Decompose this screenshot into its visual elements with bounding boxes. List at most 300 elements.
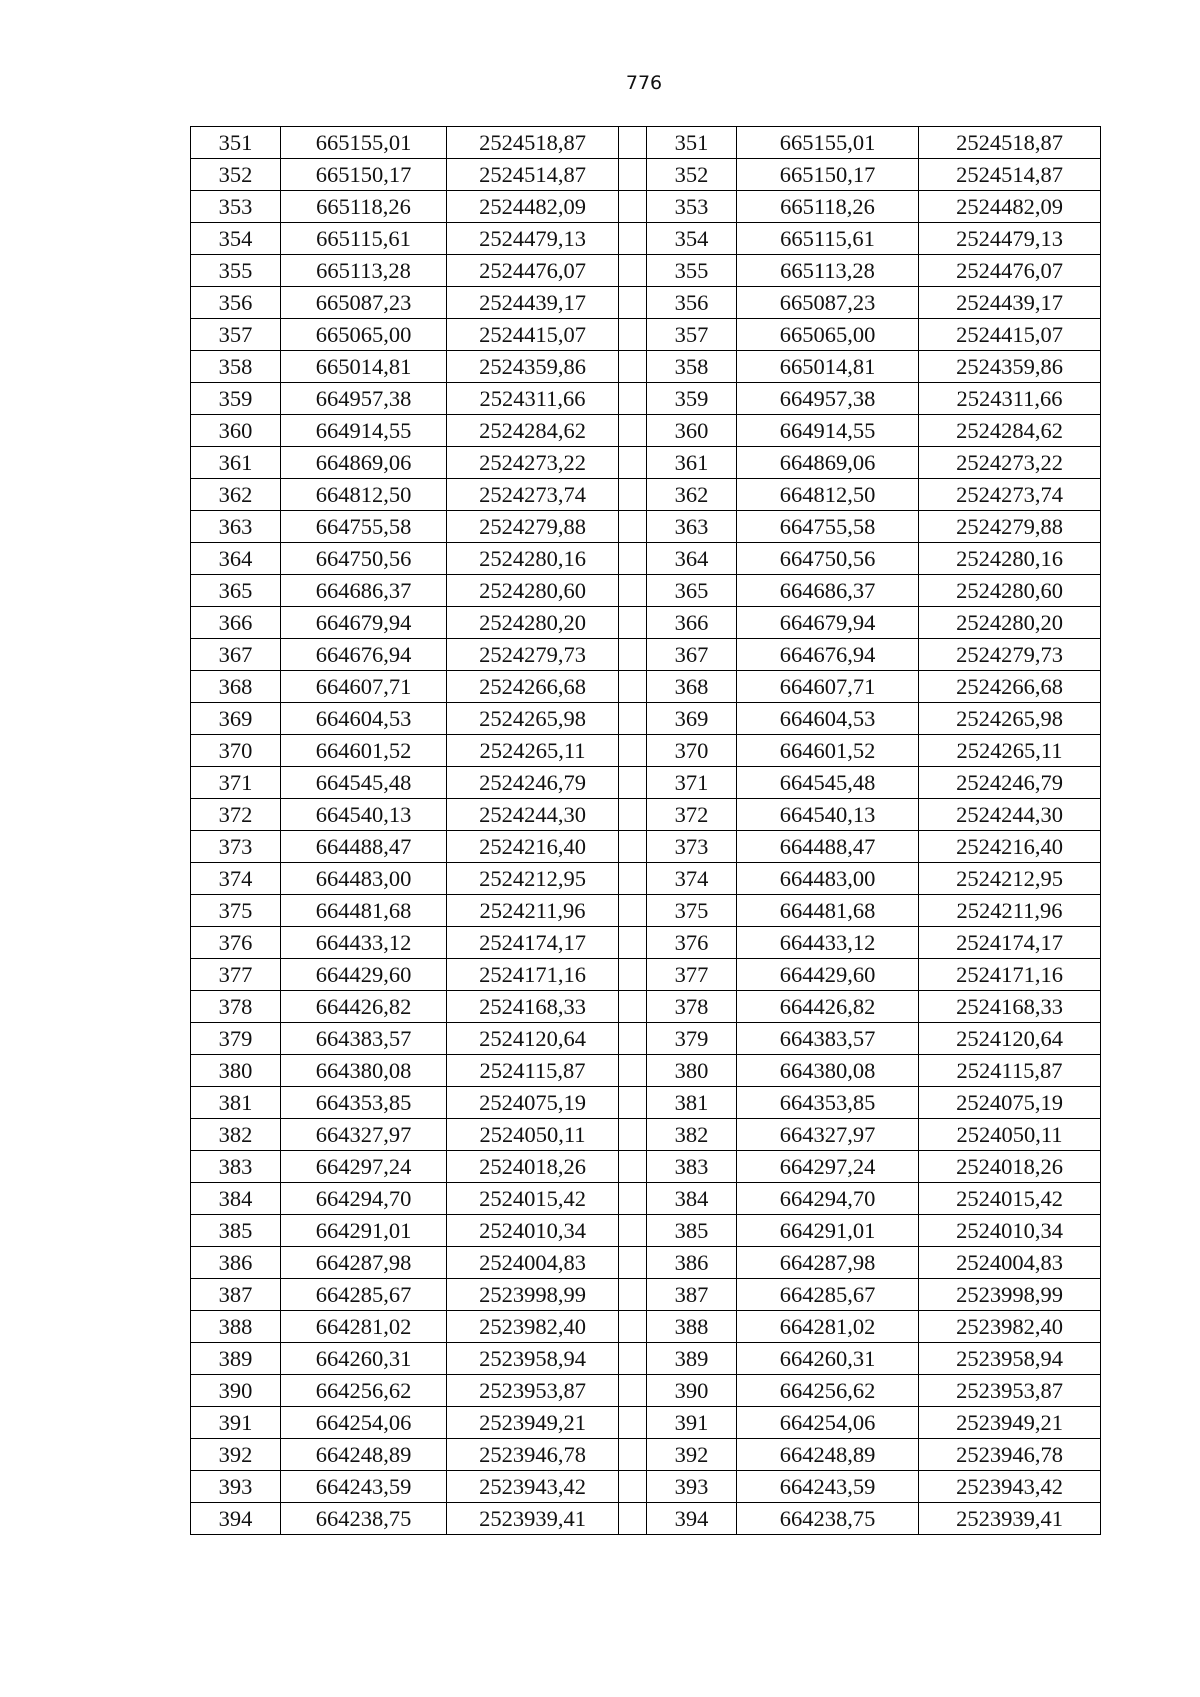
table-row	[191, 575, 1101, 607]
spacer-cell	[619, 607, 647, 639]
point-number-cell: 377	[647, 959, 737, 991]
x-coordinate-cell: 664914,55	[737, 415, 919, 447]
x-coordinate-cell: 664540,13	[281, 799, 447, 831]
spacer-cell	[619, 1343, 647, 1375]
point-number-cell: 368	[647, 671, 737, 703]
point-number-cell: 394	[647, 1503, 737, 1535]
table-row	[191, 671, 1101, 703]
x-coordinate-cell: 664285,67	[281, 1279, 447, 1311]
table-row	[191, 191, 1101, 223]
spacer-cell	[619, 1375, 647, 1407]
x-coordinate-cell: 664285,67	[737, 1279, 919, 1311]
point-number-cell: 388	[647, 1311, 737, 1343]
x-coordinate-cell: 664679,94	[737, 607, 919, 639]
point-number-cell: 379	[647, 1023, 737, 1055]
point-number-cell: 366	[191, 607, 281, 639]
y-coordinate-cell: 2524280,16	[919, 543, 1101, 575]
y-coordinate-cell: 2524279,88	[447, 511, 619, 543]
y-coordinate-cell: 2524050,11	[919, 1119, 1101, 1151]
table-row	[191, 479, 1101, 511]
x-coordinate-cell: 665014,81	[737, 351, 919, 383]
y-coordinate-cell: 2523953,87	[919, 1375, 1101, 1407]
spacer-cell	[619, 1407, 647, 1439]
point-number-cell: 363	[647, 511, 737, 543]
y-coordinate-cell: 2523958,94	[447, 1343, 619, 1375]
point-number-cell: 375	[191, 895, 281, 927]
x-coordinate-cell: 665087,23	[737, 287, 919, 319]
table-row	[191, 415, 1101, 447]
y-coordinate-cell: 2524212,95	[447, 863, 619, 895]
table-row	[191, 863, 1101, 895]
spacer-cell	[619, 735, 647, 767]
y-coordinate-cell: 2523982,40	[919, 1311, 1101, 1343]
x-coordinate-cell: 665150,17	[737, 159, 919, 191]
table-row	[191, 543, 1101, 575]
spacer-cell	[619, 767, 647, 799]
y-coordinate-cell: 2523939,41	[919, 1503, 1101, 1535]
y-coordinate-cell: 2524311,66	[447, 383, 619, 415]
y-coordinate-cell: 2524216,40	[919, 831, 1101, 863]
table-row	[191, 511, 1101, 543]
x-coordinate-cell: 664353,85	[281, 1087, 447, 1119]
table-row	[191, 383, 1101, 415]
x-coordinate-cell: 664380,08	[281, 1055, 447, 1087]
y-coordinate-cell: 2524216,40	[447, 831, 619, 863]
x-coordinate-cell: 664243,59	[737, 1471, 919, 1503]
y-coordinate-cell: 2524174,17	[919, 927, 1101, 959]
spacer-cell	[619, 191, 647, 223]
x-coordinate-cell: 664243,59	[281, 1471, 447, 1503]
x-coordinate-cell: 664607,71	[281, 671, 447, 703]
point-number-cell: 392	[647, 1439, 737, 1471]
point-number-cell: 368	[191, 671, 281, 703]
point-number-cell: 366	[647, 607, 737, 639]
x-coordinate-cell: 664256,62	[737, 1375, 919, 1407]
spacer-cell	[619, 1087, 647, 1119]
x-coordinate-cell: 664604,53	[737, 703, 919, 735]
y-coordinate-cell: 2524212,95	[919, 863, 1101, 895]
point-number-cell: 384	[647, 1183, 737, 1215]
table-row	[191, 959, 1101, 991]
x-coordinate-cell: 665065,00	[281, 319, 447, 351]
x-coordinate-cell: 664426,82	[281, 991, 447, 1023]
point-number-cell: 358	[191, 351, 281, 383]
y-coordinate-cell: 2524018,26	[919, 1151, 1101, 1183]
spacer-cell	[619, 511, 647, 543]
point-number-cell: 351	[191, 127, 281, 159]
x-coordinate-cell: 664294,70	[737, 1183, 919, 1215]
point-number-cell: 352	[647, 159, 737, 191]
spacer-cell	[619, 799, 647, 831]
x-coordinate-cell: 664433,12	[281, 927, 447, 959]
table-row	[191, 287, 1101, 319]
y-coordinate-cell: 2524211,96	[919, 895, 1101, 927]
table-row	[191, 1471, 1101, 1503]
x-coordinate-cell: 664260,31	[737, 1343, 919, 1375]
y-coordinate-cell: 2524171,16	[447, 959, 619, 991]
y-coordinate-cell: 2524010,34	[447, 1215, 619, 1247]
y-coordinate-cell: 2524246,79	[919, 767, 1101, 799]
table-row	[191, 127, 1101, 159]
y-coordinate-cell: 2524115,87	[919, 1055, 1101, 1087]
spacer-cell	[619, 127, 647, 159]
table-row	[191, 1215, 1101, 1247]
spacer-cell	[619, 1023, 647, 1055]
table-row	[191, 351, 1101, 383]
spacer-cell	[619, 1119, 647, 1151]
x-coordinate-cell: 664869,06	[281, 447, 447, 479]
point-number-cell: 353	[647, 191, 737, 223]
y-coordinate-cell: 2524280,20	[447, 607, 619, 639]
point-number-cell: 390	[191, 1375, 281, 1407]
point-number-cell: 358	[647, 351, 737, 383]
x-coordinate-cell: 664254,06	[737, 1407, 919, 1439]
point-number-cell: 385	[191, 1215, 281, 1247]
x-coordinate-cell: 664483,00	[281, 863, 447, 895]
table-row	[191, 927, 1101, 959]
table-row	[191, 767, 1101, 799]
x-coordinate-cell: 664750,56	[737, 543, 919, 575]
y-coordinate-cell: 2524415,07	[919, 319, 1101, 351]
point-number-cell: 354	[647, 223, 737, 255]
y-coordinate-cell: 2523949,21	[447, 1407, 619, 1439]
table-row	[191, 1055, 1101, 1087]
table-row	[191, 991, 1101, 1023]
x-coordinate-cell: 664287,98	[737, 1247, 919, 1279]
point-number-cell: 374	[647, 863, 737, 895]
point-number-cell: 370	[191, 735, 281, 767]
point-number-cell: 364	[191, 543, 281, 575]
x-coordinate-cell: 664297,24	[281, 1151, 447, 1183]
point-number-cell: 370	[647, 735, 737, 767]
y-coordinate-cell: 2524280,60	[919, 575, 1101, 607]
spacer-cell	[619, 543, 647, 575]
x-coordinate-cell: 665115,61	[737, 223, 919, 255]
y-coordinate-cell: 2523943,42	[447, 1471, 619, 1503]
x-coordinate-cell: 664238,75	[281, 1503, 447, 1535]
x-coordinate-cell: 664545,48	[281, 767, 447, 799]
y-coordinate-cell: 2524279,73	[447, 639, 619, 671]
x-coordinate-cell: 664291,01	[737, 1215, 919, 1247]
spacer-cell	[619, 1247, 647, 1279]
x-coordinate-cell: 664294,70	[281, 1183, 447, 1215]
point-number-cell: 387	[191, 1279, 281, 1311]
table-row	[191, 1503, 1101, 1535]
x-coordinate-cell: 664248,89	[737, 1439, 919, 1471]
table-row	[191, 447, 1101, 479]
x-coordinate-cell: 664812,50	[737, 479, 919, 511]
point-number-cell: 362	[191, 479, 281, 511]
x-coordinate-cell: 664488,47	[281, 831, 447, 863]
spacer-cell	[619, 1151, 647, 1183]
spacer-cell	[619, 831, 647, 863]
spacer-cell	[619, 991, 647, 1023]
y-coordinate-cell: 2523998,99	[919, 1279, 1101, 1311]
point-number-cell: 389	[191, 1343, 281, 1375]
x-coordinate-cell: 664433,12	[737, 927, 919, 959]
table-row	[191, 319, 1101, 351]
spacer-cell	[619, 351, 647, 383]
y-coordinate-cell: 2523982,40	[447, 1311, 619, 1343]
point-number-cell: 365	[647, 575, 737, 607]
y-coordinate-cell: 2524168,33	[919, 991, 1101, 1023]
x-coordinate-cell: 664248,89	[281, 1439, 447, 1471]
point-number-cell: 356	[191, 287, 281, 319]
x-coordinate-cell: 664238,75	[737, 1503, 919, 1535]
x-coordinate-cell: 665115,61	[281, 223, 447, 255]
table-row	[191, 1247, 1101, 1279]
spacer-cell	[619, 1215, 647, 1247]
y-coordinate-cell: 2524279,88	[919, 511, 1101, 543]
y-coordinate-cell: 2524518,87	[447, 127, 619, 159]
y-coordinate-cell: 2524265,98	[447, 703, 619, 735]
x-coordinate-cell: 664604,53	[281, 703, 447, 735]
point-number-cell: 383	[647, 1151, 737, 1183]
x-coordinate-cell: 664281,02	[281, 1311, 447, 1343]
y-coordinate-cell: 2524265,11	[447, 735, 619, 767]
x-coordinate-cell: 664291,01	[281, 1215, 447, 1247]
y-coordinate-cell: 2524120,64	[919, 1023, 1101, 1055]
y-coordinate-cell: 2524482,09	[919, 191, 1101, 223]
x-coordinate-cell: 665118,26	[281, 191, 447, 223]
point-number-cell: 361	[191, 447, 281, 479]
spacer-cell	[619, 159, 647, 191]
spacer-cell	[619, 383, 647, 415]
point-number-cell: 357	[647, 319, 737, 351]
point-number-cell: 382	[647, 1119, 737, 1151]
y-coordinate-cell: 2524280,60	[447, 575, 619, 607]
point-number-cell: 362	[647, 479, 737, 511]
spacer-cell	[619, 415, 647, 447]
y-coordinate-cell: 2524514,87	[447, 159, 619, 191]
y-coordinate-cell: 2524120,64	[447, 1023, 619, 1055]
y-coordinate-cell: 2524015,42	[919, 1183, 1101, 1215]
y-coordinate-cell: 2523949,21	[919, 1407, 1101, 1439]
x-coordinate-cell: 664540,13	[737, 799, 919, 831]
x-coordinate-cell: 665155,01	[281, 127, 447, 159]
point-number-cell: 375	[647, 895, 737, 927]
y-coordinate-cell: 2524015,42	[447, 1183, 619, 1215]
x-coordinate-cell: 664327,97	[737, 1119, 919, 1151]
x-coordinate-cell: 664812,50	[281, 479, 447, 511]
spacer-cell	[619, 703, 647, 735]
table-row	[191, 639, 1101, 671]
spacer-cell	[619, 863, 647, 895]
table-row	[191, 799, 1101, 831]
spacer-cell	[619, 927, 647, 959]
point-number-cell: 357	[191, 319, 281, 351]
spacer-cell	[619, 959, 647, 991]
y-coordinate-cell: 2524211,96	[447, 895, 619, 927]
point-number-cell: 363	[191, 511, 281, 543]
spacer-cell	[619, 1503, 647, 1535]
x-coordinate-cell: 664380,08	[737, 1055, 919, 1087]
point-number-cell: 352	[191, 159, 281, 191]
spacer-cell	[619, 575, 647, 607]
y-coordinate-cell: 2524280,16	[447, 543, 619, 575]
spacer-cell	[619, 1183, 647, 1215]
spacer-cell	[619, 223, 647, 255]
y-coordinate-cell: 2524171,16	[919, 959, 1101, 991]
x-coordinate-cell: 664383,57	[281, 1023, 447, 1055]
point-number-cell: 393	[191, 1471, 281, 1503]
y-coordinate-cell: 2524018,26	[447, 1151, 619, 1183]
point-number-cell: 354	[191, 223, 281, 255]
table-row	[191, 1375, 1101, 1407]
x-coordinate-cell: 665113,28	[281, 255, 447, 287]
x-coordinate-cell: 664957,38	[737, 383, 919, 415]
point-number-cell: 390	[647, 1375, 737, 1407]
y-coordinate-cell: 2524010,34	[919, 1215, 1101, 1247]
point-number-cell: 383	[191, 1151, 281, 1183]
point-number-cell: 353	[191, 191, 281, 223]
spacer-cell	[619, 1055, 647, 1087]
point-number-cell: 379	[191, 1023, 281, 1055]
table-row	[191, 607, 1101, 639]
y-coordinate-cell: 2524266,68	[919, 671, 1101, 703]
x-coordinate-cell: 664686,37	[737, 575, 919, 607]
table-row	[191, 1119, 1101, 1151]
point-number-cell: 385	[647, 1215, 737, 1247]
table-row	[191, 1151, 1101, 1183]
x-coordinate-cell: 664676,94	[281, 639, 447, 671]
table-row	[191, 223, 1101, 255]
y-coordinate-cell: 2524174,17	[447, 927, 619, 959]
point-number-cell: 386	[647, 1247, 737, 1279]
point-number-cell: 364	[647, 543, 737, 575]
x-coordinate-cell: 664481,68	[737, 895, 919, 927]
point-number-cell: 376	[647, 927, 737, 959]
y-coordinate-cell: 2524439,17	[447, 287, 619, 319]
x-coordinate-cell: 664481,68	[281, 895, 447, 927]
y-coordinate-cell: 2523958,94	[919, 1343, 1101, 1375]
point-number-cell: 394	[191, 1503, 281, 1535]
spacer-cell	[619, 287, 647, 319]
x-coordinate-cell: 664755,58	[737, 511, 919, 543]
x-coordinate-cell: 664429,60	[737, 959, 919, 991]
point-number-cell: 355	[647, 255, 737, 287]
y-coordinate-cell: 2524359,86	[447, 351, 619, 383]
table-row	[191, 1087, 1101, 1119]
point-number-cell: 387	[647, 1279, 737, 1311]
x-coordinate-cell: 664676,94	[737, 639, 919, 671]
y-coordinate-cell: 2524265,11	[919, 735, 1101, 767]
point-number-cell: 372	[647, 799, 737, 831]
spacer-cell	[619, 1439, 647, 1471]
y-coordinate-cell: 2524279,73	[919, 639, 1101, 671]
y-coordinate-cell: 2524266,68	[447, 671, 619, 703]
x-coordinate-cell: 665065,00	[737, 319, 919, 351]
spacer-cell	[619, 479, 647, 511]
y-coordinate-cell: 2523998,99	[447, 1279, 619, 1311]
x-coordinate-cell: 665155,01	[737, 127, 919, 159]
y-coordinate-cell: 2524273,22	[919, 447, 1101, 479]
x-coordinate-cell: 664686,37	[281, 575, 447, 607]
y-coordinate-cell: 2523953,87	[447, 1375, 619, 1407]
y-coordinate-cell: 2524115,87	[447, 1055, 619, 1087]
x-coordinate-cell: 664429,60	[281, 959, 447, 991]
table-row	[191, 255, 1101, 287]
table-row	[191, 895, 1101, 927]
spacer-cell	[619, 255, 647, 287]
y-coordinate-cell: 2524479,13	[447, 223, 619, 255]
x-coordinate-cell: 664545,48	[737, 767, 919, 799]
y-coordinate-cell: 2524168,33	[447, 991, 619, 1023]
spacer-cell	[619, 1471, 647, 1503]
table-row	[191, 1439, 1101, 1471]
point-number-cell: 380	[191, 1055, 281, 1087]
x-coordinate-cell: 664327,97	[281, 1119, 447, 1151]
y-coordinate-cell: 2524284,62	[919, 415, 1101, 447]
y-coordinate-cell: 2524075,19	[447, 1087, 619, 1119]
point-number-cell: 372	[191, 799, 281, 831]
y-coordinate-cell: 2524415,07	[447, 319, 619, 351]
y-coordinate-cell: 2524244,30	[447, 799, 619, 831]
y-coordinate-cell: 2523943,42	[919, 1471, 1101, 1503]
x-coordinate-cell: 665150,17	[281, 159, 447, 191]
y-coordinate-cell: 2524004,83	[919, 1247, 1101, 1279]
point-number-cell: 382	[191, 1119, 281, 1151]
point-number-cell: 381	[647, 1087, 737, 1119]
table-row	[191, 1343, 1101, 1375]
point-number-cell: 391	[647, 1407, 737, 1439]
y-coordinate-cell: 2523946,78	[447, 1439, 619, 1471]
x-coordinate-cell: 664383,57	[737, 1023, 919, 1055]
point-number-cell: 376	[191, 927, 281, 959]
y-coordinate-cell: 2524518,87	[919, 127, 1101, 159]
x-coordinate-cell: 664483,00	[737, 863, 919, 895]
point-number-cell: 359	[647, 383, 737, 415]
page-number: 776	[625, 72, 663, 94]
point-number-cell: 371	[191, 767, 281, 799]
x-coordinate-cell: 664281,02	[737, 1311, 919, 1343]
point-number-cell: 378	[647, 991, 737, 1023]
x-coordinate-cell: 664607,71	[737, 671, 919, 703]
y-coordinate-cell: 2524050,11	[447, 1119, 619, 1151]
x-coordinate-cell: 665087,23	[281, 287, 447, 319]
y-coordinate-cell: 2524476,07	[919, 255, 1101, 287]
point-number-cell: 361	[647, 447, 737, 479]
point-number-cell: 367	[191, 639, 281, 671]
x-coordinate-cell: 664755,58	[281, 511, 447, 543]
spacer-cell	[619, 447, 647, 479]
point-number-cell: 373	[647, 831, 737, 863]
point-number-cell: 369	[191, 703, 281, 735]
y-coordinate-cell: 2523939,41	[447, 1503, 619, 1535]
spacer-cell	[619, 895, 647, 927]
point-number-cell: 393	[647, 1471, 737, 1503]
table-row	[191, 735, 1101, 767]
point-number-cell: 356	[647, 287, 737, 319]
table-row	[191, 1279, 1101, 1311]
x-coordinate-cell: 664256,62	[281, 1375, 447, 1407]
x-coordinate-cell: 664488,47	[737, 831, 919, 863]
y-coordinate-cell: 2524004,83	[447, 1247, 619, 1279]
x-coordinate-cell: 664426,82	[737, 991, 919, 1023]
table-row	[191, 159, 1101, 191]
y-coordinate-cell: 2524246,79	[447, 767, 619, 799]
spacer-cell	[619, 1311, 647, 1343]
y-coordinate-cell: 2524265,98	[919, 703, 1101, 735]
point-number-cell: 367	[647, 639, 737, 671]
x-coordinate-cell: 665118,26	[737, 191, 919, 223]
x-coordinate-cell: 665014,81	[281, 351, 447, 383]
y-coordinate-cell: 2524075,19	[919, 1087, 1101, 1119]
spacer-cell	[619, 639, 647, 671]
y-coordinate-cell: 2524280,20	[919, 607, 1101, 639]
point-number-cell: 389	[647, 1343, 737, 1375]
point-number-cell: 386	[191, 1247, 281, 1279]
